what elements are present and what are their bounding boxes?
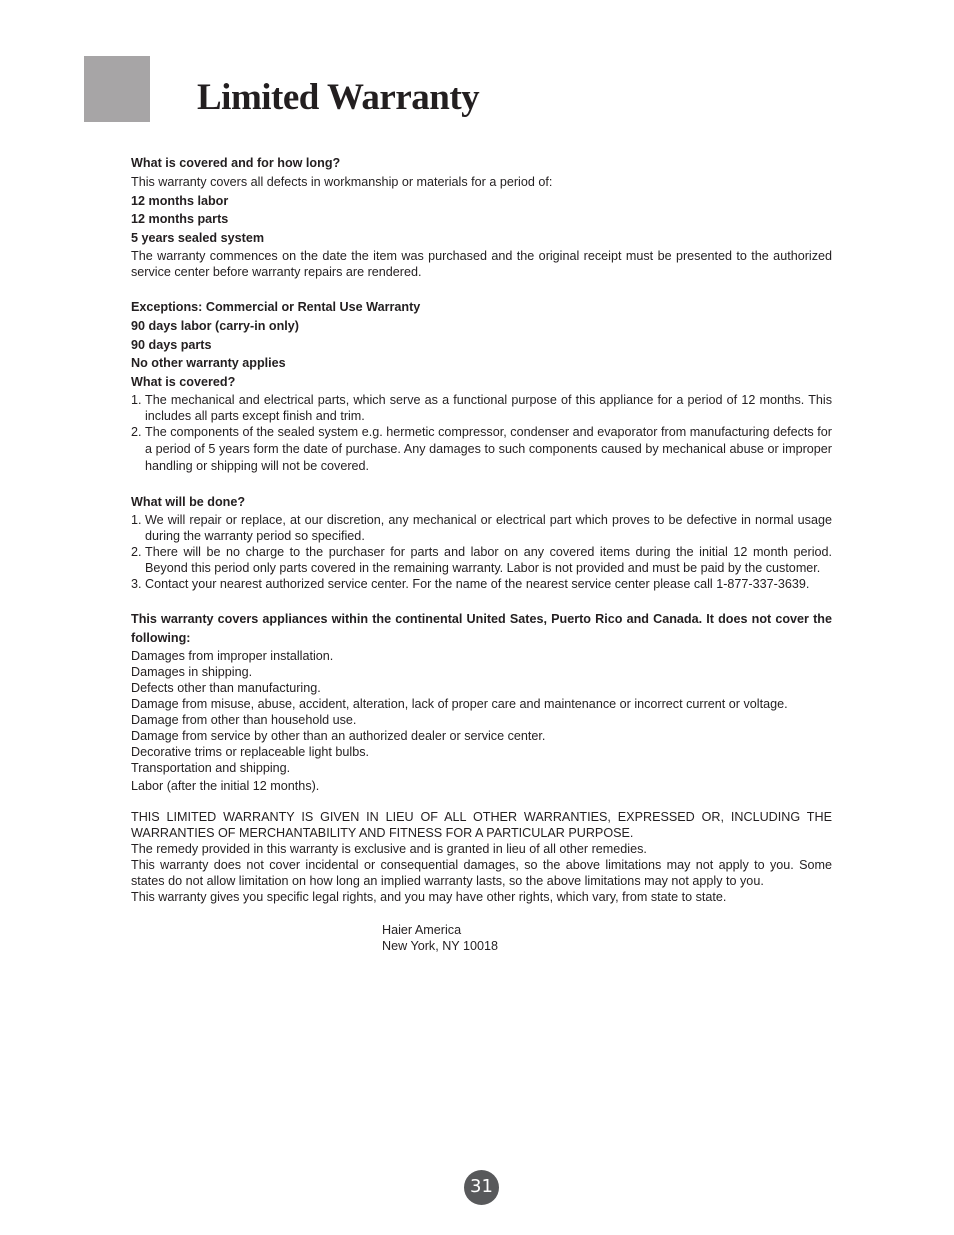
exceptions-term-labor: 90 days labor (carry-in only): [131, 318, 299, 333]
list-item: Damages from improper installation.: [131, 648, 334, 663]
list-item: [131, 512, 832, 544]
what-done-heading: What will be done?: [131, 494, 246, 509]
list-item: Decorative trims or replaceable light bulbs.: [131, 744, 369, 759]
not-covered-list: [131, 648, 832, 797]
coverage-intro: This warranty covers all defects in workmanship or materials for a period of:: [131, 174, 553, 189]
page-title: Limited Warranty: [197, 77, 480, 118]
list-item-text: There will be no charge to the purchaser for parts and labor on any covered items during the initial 12 month period. Beyond this period only parts covered in the remaining warranty. Labor is not provided and must be paid by the customer.: [145, 544, 832, 575]
list-item: Defects other than manufacturing.: [131, 680, 321, 695]
list-item: [131, 576, 832, 592]
coverage-term-parts: 12 months parts: [131, 212, 229, 227]
what-done-list: [131, 512, 832, 592]
list-item-number: 2.: [131, 424, 142, 439]
list-item-number: 3.: [131, 576, 142, 591]
disclaimer-remedy: The remedy provided in this warranty is exclusive and is granted in lieu of all other remedies.: [131, 841, 647, 856]
list-item: [131, 392, 832, 424]
coverage-term-labor: 12 months labor: [131, 193, 229, 208]
coverage-commencement: The warranty commences on the date the item was purchased and the original receipt must be presented to the authorized service center before warranty repairs are rendered.: [131, 248, 832, 279]
list-item-text: The mechanical and electrical parts, which serve as a functional purpose of this appliance for a period of 12 months. This includes all parts except finish and trim.: [145, 392, 832, 423]
company-name: Haier America: [382, 922, 462, 937]
list-item: Transportation and shipping.: [131, 760, 291, 775]
page-number-badge: 31: [464, 1170, 499, 1205]
list-item: Damage from service by other than an authorized dealer or service center.: [131, 728, 546, 743]
coverage-term-sealed-system: 5 years sealed system: [131, 231, 265, 246]
company-address: [131, 922, 832, 954]
what-covered-heading: What is covered?: [131, 375, 236, 390]
list-item-text: The components of the sealed system e.g. hermetic compressor, condenser and evaporator from manufacturing defects for a period of 5 years form the date of purchase. Any damages to such components caused by mechanical abuse or improper handling or shipping will not be covered.: [145, 424, 832, 473]
not-covered-heading: This warranty covers appliances within the continental United Sates, Puerto Rico and Canada. It does not cover the following:: [131, 611, 832, 645]
list-item: Damage from misuse, abuse, accident, alteration, lack of proper care and maintenance or incorrect current or voltage.: [131, 696, 788, 711]
list-item-number: 2.: [131, 544, 142, 559]
list-item: Damage from other than household use.: [131, 712, 357, 727]
list-item: [131, 424, 832, 475]
list-item-text: Contact your nearest authorized service center. For the name of the nearest service center please call 1-877-337-3639.: [145, 576, 810, 591]
disclaimer-damages: This warranty does not cover incidental or consequential damages, so the above limitations may not apply to you. Some states do not allow limitation on how long an implied warranty lasts, so the above limitations may not apply to you.: [131, 857, 832, 888]
exceptions-term-no-other: No other warranty applies: [131, 356, 286, 371]
list-item: [131, 544, 832, 576]
company-city: New York, NY 10018: [382, 938, 498, 953]
list-item-number: 1.: [131, 392, 142, 407]
disclaimer-legal-rights: This warranty gives you specific legal rights, and you may have other rights, which vary, from state to state.: [131, 889, 727, 904]
list-item: Labor (after the initial 12 months).: [131, 778, 320, 793]
exceptions-term-parts: 90 days parts: [131, 337, 212, 352]
what-covered-list: [131, 392, 832, 475]
exceptions-heading: Exceptions: Commercial or Rental Use Warranty: [131, 299, 421, 314]
list-item: Damages in shipping.: [131, 664, 253, 679]
coverage-heading: What is covered and for how long?: [131, 156, 341, 170]
warranty-content: [131, 154, 832, 954]
list-item-number: 1.: [131, 512, 142, 527]
header-gray-block: [84, 56, 150, 122]
disclaimer-warranties: THIS LIMITED WARRANTY IS GIVEN IN LIEU OF ALL OTHER WARRANTIES, EXPRESSED OR, INCLUDING THE WARRANTIES OF MERCHANTABILITY AND FITNESS FOR A PARTICULAR PURPOSE.: [131, 809, 832, 840]
list-item-text: We will repair or replace, at our discretion, any mechanical or electrical part which proves to be defective in normal usage during the warranty period so specified.: [145, 512, 832, 543]
